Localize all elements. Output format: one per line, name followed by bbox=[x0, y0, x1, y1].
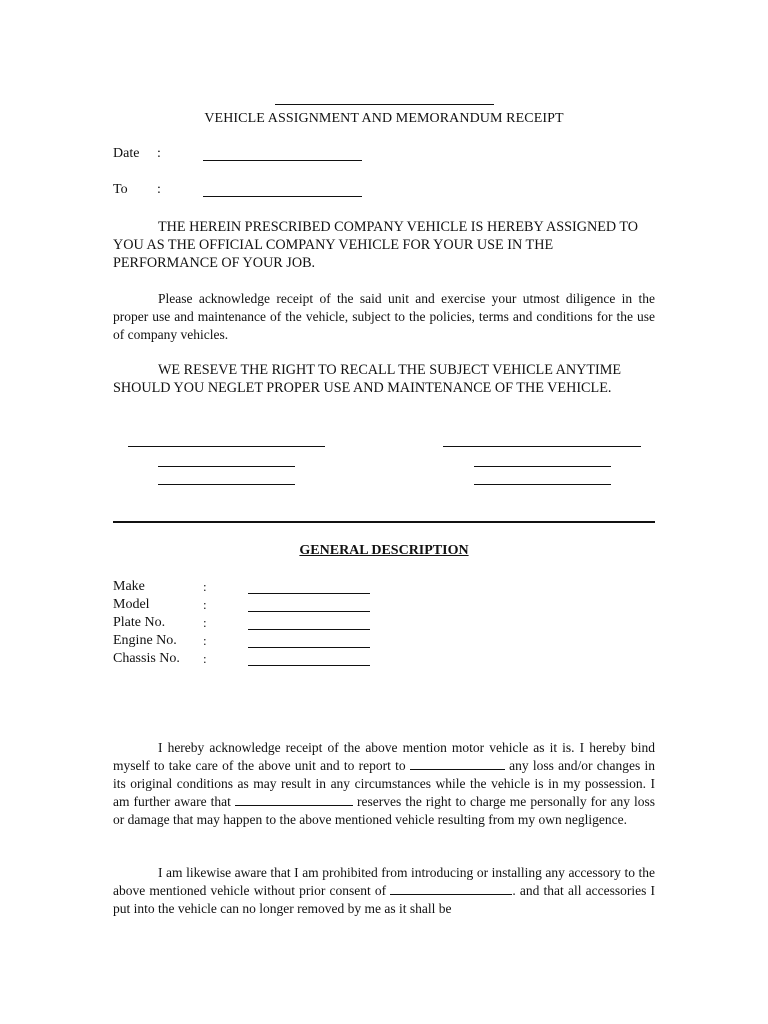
date-blank bbox=[203, 160, 362, 161]
company-charge-blank bbox=[235, 793, 353, 806]
name-line-right bbox=[474, 466, 611, 467]
chassis-no-blank bbox=[248, 665, 370, 666]
to-colon: : bbox=[157, 182, 161, 197]
model-blank bbox=[248, 611, 370, 612]
accessory-paragraph bbox=[113, 864, 655, 918]
plate-no-colon: : bbox=[203, 615, 207, 630]
receipt-text-part-2: any loss and/or changes in its original conditions as may result in any circumstances while the vehicle is in my possession. I am further aware that bbox=[113, 758, 656, 809]
engine-no-colon: : bbox=[203, 633, 207, 648]
engine-no-blank bbox=[248, 647, 370, 648]
receipt-text-part-3: reserves the right to charge me personally for any loss or damage that may happen to the above mentioned vehicle resulting from my own negligence. bbox=[113, 794, 656, 827]
position-line-left bbox=[158, 484, 295, 485]
signature-line-left bbox=[128, 446, 325, 447]
consent-blank bbox=[390, 882, 512, 895]
receipt-text-part-1: I hereby acknowledge receipt of the above mention motor vehicle as it is. I hereby bind myself to take care of the above unit and to report to bbox=[113, 740, 655, 773]
date-colon: : bbox=[157, 146, 161, 161]
accessory-text-part-2: . and that all accessories I put into the vehicle can no longer removed by me as it shall be bbox=[113, 883, 655, 916]
date-label: Date bbox=[113, 146, 140, 161]
make-colon: : bbox=[203, 579, 207, 594]
document-title: VEHICLE ASSIGNMENT AND MEMORANDUM RECEIPT bbox=[204, 111, 564, 126]
company-name-blank bbox=[275, 104, 494, 105]
make-label: Make bbox=[113, 579, 145, 594]
to-label: To bbox=[113, 182, 128, 197]
accessory-text-part-1: I am likewise aware that I am prohibited from introducing or installing any accessory to the above mentioned vehicle without prior consent of bbox=[113, 865, 655, 898]
name-line-left bbox=[158, 466, 295, 467]
chassis-no-label: Chassis No. bbox=[113, 651, 180, 666]
report-to-blank bbox=[410, 757, 505, 770]
plate-no-blank bbox=[248, 629, 370, 630]
recall-paragraph: WE RESEVE THE RIGHT TO RECALL THE SUBJECT VEHICLE ANYTIME SHOULD YOU NEGLET PROPER USE AND MAINTENANCE OF THE VEHICLE. bbox=[113, 362, 622, 396]
signature-line-right bbox=[443, 446, 641, 447]
model-colon: : bbox=[203, 597, 207, 612]
acknowledge-paragraph: Please acknowledge receipt of the said unit and exercise your utmost diligence in the proper use and maintenance of the vehicle, subject to the policies, terms and conditions for the use of company vehicles. bbox=[113, 291, 655, 342]
plate-no-label: Plate No. bbox=[113, 615, 166, 630]
assignment-paragraph: THE HEREIN PRESCRIBED COMPANY VEHICLE IS HEREBY ASSIGNED TO YOU AS THE OFFICIAL COMPANY VEHICLE FOR YOUR USE IN THE PERFORMANCE OF YOUR JOB. bbox=[113, 219, 639, 271]
engine-no-label: Engine No. bbox=[113, 633, 177, 648]
section-divider bbox=[113, 521, 655, 523]
model-label: Model bbox=[113, 597, 150, 612]
receipt-acknowledgment-paragraph bbox=[113, 739, 655, 829]
chassis-no-colon: : bbox=[203, 651, 207, 666]
to-blank bbox=[203, 196, 362, 197]
position-line-right bbox=[474, 484, 611, 485]
make-blank bbox=[248, 593, 370, 594]
general-description-heading: GENERAL DESCRIPTION bbox=[299, 543, 469, 558]
